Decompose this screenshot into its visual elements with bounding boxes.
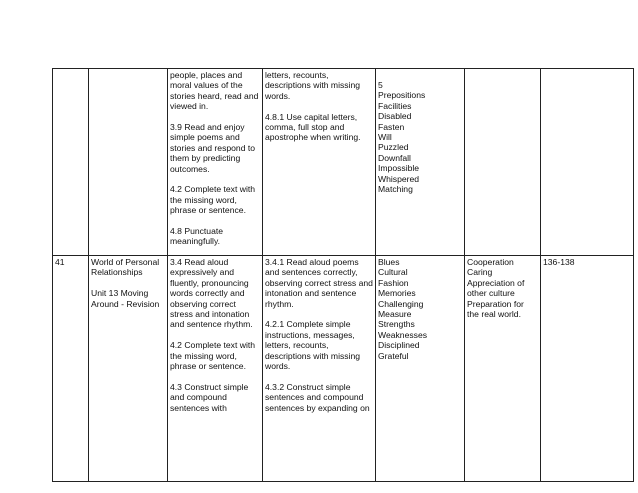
objective-text: 4.3.2 Construct simple sentences and compound sentences by expanding on [265,381,370,413]
standard-text: 4.3 Construct simple and compound sentences with [170,381,249,413]
vocab-word: Downfall [378,152,411,163]
value-text: Cooperation [467,257,514,267]
table-row [53,69,634,256]
vocab-word: Disabled [378,111,412,122]
standards-cell [168,69,263,256]
vocab-word: Challenging [378,298,424,309]
vocab-word: Puzzled [378,142,409,153]
vocab-word: Whispered [378,173,420,184]
objective-text: 3.4.1 Read aloud poems and sentences correctly, observing correct stress and intonation and sentence rhythm. [265,257,373,309]
standards-cell [168,256,263,482]
value-text: Appreciation of other culture [467,277,525,299]
vocab-word: Impossible [378,163,420,174]
theme-cell [89,256,168,482]
vocab-word: Cultural [378,267,408,278]
objective-text: letters, recounts, descriptions with missing words. [265,70,361,101]
vocab-word: Matching [378,184,413,195]
values-cell [465,256,541,482]
standard-text: 4.2 Complete text with the missing word, phrase or sentence. [170,340,256,372]
objective-text: 4.2.1 Complete simple instructions, messages, letters, recounts, descriptions with missing words. [265,319,361,372]
table-row [53,256,634,482]
unit-text: Unit 13 Moving Around - Revision [91,288,160,309]
value-text: Preparation for the real world. [467,298,524,320]
vocab-word: Blues [378,257,400,267]
vocab-number: 5 [378,80,383,90]
pages-cell [541,69,634,256]
standard-text: people, places and moral values of the stories heard, read and viewed in. [170,70,259,112]
vocab-word: Strengths [378,319,415,330]
objectives-cell [263,256,376,482]
vocab-word: Measure [378,309,412,320]
page-range: 136-138 [543,257,575,267]
theme-text: World of Personal Relationships [91,257,160,278]
vocab-word: Weaknesses [378,329,428,340]
standard-text: 4.2 Complete text with the missing word, phrase or sentence. [170,184,256,216]
vocab-word: Fasten [378,121,405,132]
value-text: Caring [467,267,493,278]
vocab-topic: Prepositions [378,90,426,101]
vocab-word: Will [378,132,392,143]
vocab-word: Facilities [378,100,412,111]
vocab-word: Disciplined [378,340,420,351]
week-cell [53,69,89,256]
vocabulary-cell [376,69,465,256]
vocab-word: Grateful [378,350,409,361]
standard-text: 3.4 Read aloud expressively and fluently, pronouncing words correctly and observing correct stress and intonation and sentence rhythm. [170,257,253,330]
standard-text: 3.9 Read and enjoy simple poems and stories and respond to them by predicting outcomes. [170,122,256,174]
theme-cell [89,69,168,256]
vocab-word: Fashion [378,277,409,288]
standard-text: 4.8 Punctuate meaningfully. [170,226,224,247]
syllabus-table [52,68,634,482]
values-cell [465,69,541,256]
vocabulary-cell [376,256,465,482]
week-cell [53,256,89,482]
vocab-word: Memories [378,288,416,299]
objective-text: 4.8.1 Use capital letters, comma, full stop and apostrophe when writing. [265,111,361,143]
objectives-cell [263,69,376,256]
week-number: 41 [55,257,65,267]
pages-cell [541,256,634,482]
